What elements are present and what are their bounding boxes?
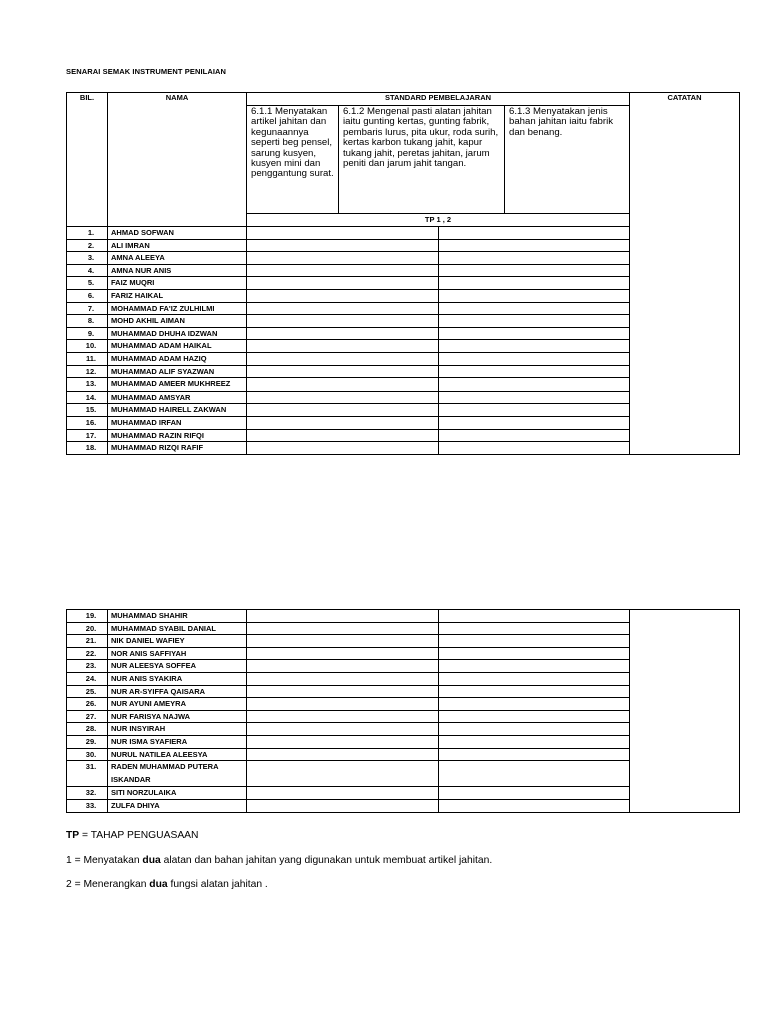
- legend-level-2-bold: dua: [149, 879, 168, 890]
- assessment-cell[interactable]: [247, 352, 439, 365]
- assessment-cell[interactable]: [439, 378, 630, 392]
- row-number: 10.: [67, 340, 108, 353]
- student-name: NUR INSYIRAH: [108, 723, 247, 736]
- row-number: 9.: [67, 327, 108, 340]
- document-title: SENARAI SEMAK INSTRUMENT PENILAIAN: [66, 67, 227, 76]
- row-number: 27.: [67, 710, 108, 723]
- header-catatan: CATATAN: [630, 93, 740, 455]
- student-name: MUHAMMAD SYABIL DANIAL: [108, 622, 247, 635]
- student-name: ZULFA DHIYA: [108, 799, 247, 812]
- assessment-cell[interactable]: [439, 735, 630, 748]
- assessment-cell[interactable]: [439, 647, 630, 660]
- row-number: 30.: [67, 748, 108, 761]
- legend-level-2: [66, 879, 268, 890]
- student-name: MUHAMMAD RIZQI RAFIF: [108, 442, 247, 455]
- row-number: 24.: [67, 672, 108, 685]
- assessment-cell[interactable]: [247, 378, 439, 392]
- row-number: 25.: [67, 685, 108, 698]
- assessment-cell[interactable]: [247, 277, 439, 290]
- assessment-cell[interactable]: [439, 660, 630, 673]
- assessment-cell[interactable]: [247, 799, 439, 812]
- assessment-cell[interactable]: [247, 787, 439, 800]
- assessment-cell[interactable]: [247, 327, 439, 340]
- row-number: 1.: [67, 227, 108, 240]
- student-name: NUR ALEESYA SOFFEA: [108, 660, 247, 673]
- row-number: 23.: [67, 660, 108, 673]
- assessment-cell[interactable]: [247, 239, 439, 252]
- header-nama: NAMA: [108, 93, 247, 227]
- row-number: 6.: [67, 289, 108, 302]
- assessment-table-part-2: [66, 609, 740, 813]
- row-number: 7.: [67, 302, 108, 315]
- assessment-table-part-1: [66, 92, 740, 455]
- assessment-cell[interactable]: [247, 685, 439, 698]
- student-name: MUHAMMAD IRFAN: [108, 416, 247, 429]
- assessment-cell[interactable]: [439, 227, 630, 240]
- assessment-cell[interactable]: [247, 735, 439, 748]
- assessment-cell[interactable]: [247, 315, 439, 328]
- row-number: 2.: [67, 239, 108, 252]
- student-name: AMNA NUR ANIS: [108, 264, 247, 277]
- student-name: FARIZ HAIKAL: [108, 289, 247, 302]
- row-number: 5.: [67, 277, 108, 290]
- assessment-cell[interactable]: [247, 647, 439, 660]
- standard-6-1-3: 6.1.3 Menyatakan jenis bahan jahitan iaitu fabrik dan benang.: [505, 106, 630, 214]
- assessment-cell[interactable]: [439, 610, 630, 623]
- legend-level-1-pre: 1 = Menyatakan: [66, 855, 143, 866]
- row-number: 15.: [67, 404, 108, 417]
- assessment-cell[interactable]: [247, 622, 439, 635]
- assessment-cell[interactable]: [439, 710, 630, 723]
- header-standard-pembelajaran: STANDARD PEMBELAJARAN: [247, 93, 630, 106]
- student-name: MOHAMMAD FA'IZ ZULHILMI: [108, 302, 247, 315]
- assessment-cell[interactable]: [247, 660, 439, 673]
- student-name: MUHAMMAD SHAHIR: [108, 610, 247, 623]
- row-number: 11.: [67, 352, 108, 365]
- assessment-cell[interactable]: [247, 442, 439, 455]
- assessment-cell[interactable]: [439, 404, 630, 417]
- assessment-cell[interactable]: [439, 365, 630, 378]
- assessment-cell[interactable]: [247, 635, 439, 648]
- catatan-cell[interactable]: [630, 610, 740, 813]
- assessment-cell[interactable]: [439, 340, 630, 353]
- assessment-cell[interactable]: [247, 723, 439, 736]
- assessment-cell[interactable]: [247, 252, 439, 265]
- assessment-cell[interactable]: [439, 442, 630, 455]
- assessment-cell[interactable]: [247, 227, 439, 240]
- student-name: ALI IMRAN: [108, 239, 247, 252]
- row-number: 4.: [67, 264, 108, 277]
- row-number: 13.: [67, 378, 108, 392]
- assessment-cell[interactable]: [247, 302, 439, 315]
- assessment-cell[interactable]: [439, 761, 630, 787]
- assessment-cell[interactable]: [439, 315, 630, 328]
- standard-6-1-2: 6.1.2 Mengenal pasti alatan jahitan iaitu gunting kertas, gunting fabrik, pembaris lurus, pita ukur, roda surih, kertas karbon tukang jahit, kapur tukang jahit, peretas jahitan, jarum peniti dan jarum jahit tangan.: [339, 106, 505, 214]
- assessment-cell[interactable]: [247, 340, 439, 353]
- legend-level-2-pre: 2 = Menerangkan: [66, 879, 150, 890]
- legend-tp-definition: [66, 830, 199, 841]
- student-name: MUHAMMAD HAIRELL ZAKWAN: [108, 404, 247, 417]
- student-name: MUHAMMAD ADAM HAIKAL: [108, 340, 247, 353]
- row-number: 31.: [67, 761, 108, 787]
- student-name: RADEN MUHAMMAD PUTERA ISKANDAR: [108, 761, 247, 787]
- assessment-cell[interactable]: [247, 672, 439, 685]
- student-name: MUHAMMAD AMSYAR: [108, 391, 247, 404]
- assessment-cell[interactable]: [247, 748, 439, 761]
- assessment-cell[interactable]: [439, 685, 630, 698]
- student-name: AHMAD SOFWAN: [108, 227, 247, 240]
- row-number: 32.: [67, 787, 108, 800]
- row-number: 17.: [67, 429, 108, 442]
- assessment-cell[interactable]: [439, 327, 630, 340]
- assessment-cell[interactable]: [439, 723, 630, 736]
- assessment-cell[interactable]: [439, 391, 630, 404]
- assessment-cell[interactable]: [247, 404, 439, 417]
- student-name: MUHAMMAD ADAM HAZIQ: [108, 352, 247, 365]
- tp-label: TP 1 , 2: [247, 214, 630, 227]
- assessment-cell[interactable]: [247, 416, 439, 429]
- row-number: 19.: [67, 610, 108, 623]
- assessment-cell[interactable]: [439, 416, 630, 429]
- assessment-cell[interactable]: [439, 787, 630, 800]
- legend-level-1-bold: dua: [142, 855, 161, 866]
- assessment-cell[interactable]: [439, 252, 630, 265]
- row-number: 14.: [67, 391, 108, 404]
- assessment-cell[interactable]: [439, 302, 630, 315]
- student-name: SITI NORZULAIKA: [108, 787, 247, 800]
- assessment-cell[interactable]: [439, 748, 630, 761]
- assessment-cell[interactable]: [439, 239, 630, 252]
- row-number: 16.: [67, 416, 108, 429]
- row-number: 3.: [67, 252, 108, 265]
- assessment-cell[interactable]: [439, 698, 630, 711]
- assessment-cell[interactable]: [439, 352, 630, 365]
- legend-level-1: [66, 855, 492, 866]
- legend-tp-abbr: TP: [66, 830, 80, 841]
- student-name: FAIZ MUQRI: [108, 277, 247, 290]
- row-number: 18.: [67, 442, 108, 455]
- assessment-cell[interactable]: [439, 799, 630, 812]
- student-name: NURUL NATILEA ALEESYA: [108, 748, 247, 761]
- assessment-cell[interactable]: [439, 622, 630, 635]
- student-name: NUR AR-SYIFFA QAISARA: [108, 685, 247, 698]
- assessment-cell[interactable]: [247, 289, 439, 302]
- legend-tp-text: = TAHAP PENGUASAAN: [79, 830, 199, 841]
- assessment-cell[interactable]: [439, 289, 630, 302]
- student-name: NUR ISMA SYAFIERA: [108, 735, 247, 748]
- assessment-cell[interactable]: [247, 391, 439, 404]
- row-number: 8.: [67, 315, 108, 328]
- legend-level-2-post: fungsi alatan jahitan .: [167, 879, 268, 890]
- row-number: 28.: [67, 723, 108, 736]
- assessment-cell[interactable]: [439, 264, 630, 277]
- assessment-cell[interactable]: [247, 429, 439, 442]
- row-number: 22.: [67, 647, 108, 660]
- row-number: 29.: [67, 735, 108, 748]
- row-number: 33.: [67, 799, 108, 812]
- student-name: MUHAMMAD DHUHA IDZWAN: [108, 327, 247, 340]
- legend-level-1-post: alatan dan bahan jahitan yang digunakan untuk membuat artikel jahitan.: [160, 855, 493, 866]
- assessment-cell[interactable]: [439, 277, 630, 290]
- student-name: AMNA ALEEYA: [108, 252, 247, 265]
- table-row: [67, 610, 740, 623]
- student-name: NUR AYUNI AMEYRA: [108, 698, 247, 711]
- student-name: NUR FARISYA NAJWA: [108, 710, 247, 723]
- student-name: NIK DANIEL WAFIEY: [108, 635, 247, 648]
- assessment-cell[interactable]: [247, 365, 439, 378]
- student-name: MUHAMMAD ALIF SYAZWAN: [108, 365, 247, 378]
- assessment-cell[interactable]: [439, 672, 630, 685]
- row-number: 26.: [67, 698, 108, 711]
- header-bil: BIL.: [67, 93, 108, 227]
- assessment-cell[interactable]: [247, 761, 439, 787]
- student-name: MUHAMMAD AMEER MUKHREEZ: [108, 378, 247, 392]
- assessment-cell[interactable]: [439, 429, 630, 442]
- assessment-cell[interactable]: [439, 635, 630, 648]
- standard-6-1-1: 6.1.1 Menyatakan artikel jahitan dan kegunaannya seperti beg pensel, sarung kusyen, kusyen mini dan penggantung surat.: [247, 106, 339, 214]
- assessment-cell[interactable]: [247, 710, 439, 723]
- row-number: 21.: [67, 635, 108, 648]
- student-name: NUR ANIS SYAKIRA: [108, 672, 247, 685]
- student-name: MOHD AKHIL AIMAN: [108, 315, 247, 328]
- assessment-cell[interactable]: [247, 698, 439, 711]
- assessment-cell[interactable]: [247, 610, 439, 623]
- row-number: 20.: [67, 622, 108, 635]
- assessment-cell[interactable]: [247, 264, 439, 277]
- student-name: NOR ANIS SAFFIYAH: [108, 647, 247, 660]
- student-name: MUHAMMAD RAZIN RIFQI: [108, 429, 247, 442]
- row-number: 12.: [67, 365, 108, 378]
